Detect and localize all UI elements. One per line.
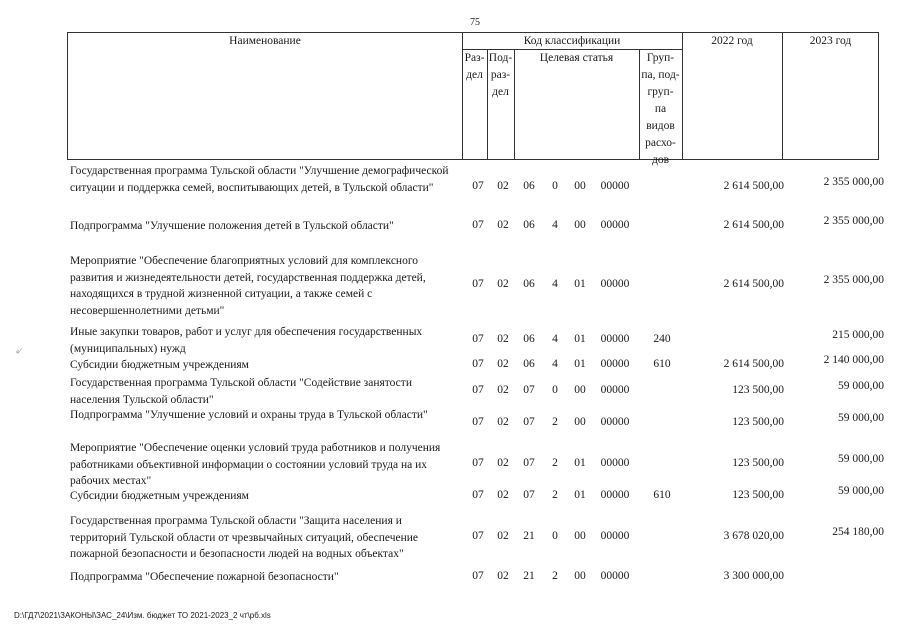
cell-cs2: 4	[552, 333, 558, 345]
scan-mark: ⸗∕	[16, 346, 21, 356]
row-name: Подпрограмма "Обеспечение пожарной безопасности"	[70, 571, 339, 583]
cell-amount-2023: 254 180,00	[832, 526, 884, 538]
cell-amount-2023: 59 000,00	[838, 380, 884, 392]
cell-cs1: 06	[523, 219, 535, 231]
cell-amount-2022: 123 500,00	[732, 416, 784, 428]
cell-razdel: 07	[472, 489, 484, 501]
cell-podrazdel: 02	[497, 278, 509, 290]
cell-amount-2022: 2 614 500,00	[723, 358, 784, 370]
row-name: Мероприятие "Обеспечение оценки условий труда работников и получения работниками объективной информации о состоянии условий труда на их рабочих местах"	[70, 442, 441, 487]
cell-podrazdel: 02	[497, 570, 509, 582]
row-name: Государственная программа Тульской области "Улучшение демографической ситуации и поддержка семей, воспитывающих детей, в Тульской области"	[70, 165, 449, 194]
table-row	[0, 407, 905, 440]
table-row	[0, 163, 905, 213]
header-year-2022: 2022 год	[711, 35, 753, 47]
cell-amount-2023: 59 000,00	[838, 412, 884, 424]
table-row	[0, 215, 905, 235]
header-divider	[782, 33, 783, 159]
cell-cs1: 07	[523, 384, 535, 396]
cell-cs2: 4	[552, 219, 558, 231]
row-name: Подпрограмма "Улучшение условий и охраны труда в Тульской области"	[70, 409, 428, 421]
cell-cs1: 21	[523, 530, 535, 542]
cell-podrazdel: 02	[497, 333, 509, 345]
row-name: Субсидии бюджетным учреждениям	[70, 490, 249, 502]
cell-cs4: 00000	[600, 416, 630, 428]
cell-razdel: 07	[472, 278, 484, 290]
cell-vr: 610	[653, 358, 671, 370]
cell-cs4: 00000	[600, 457, 630, 469]
cell-cs2: 2	[552, 457, 558, 469]
cell-razdel: 07	[472, 219, 484, 231]
cell-razdel: 07	[472, 570, 484, 582]
header-target-article: Целевая статья	[539, 52, 614, 64]
cell-cs3: 01	[574, 457, 586, 469]
cell-cs3: 01	[574, 333, 586, 345]
header-name: Наименование	[229, 35, 301, 47]
header-classification: Код классификации	[523, 35, 621, 47]
row-name: Государственная программа Тульской области "Защита населения и территорий Тульской области от чрезвычайных ситуаций, обеспечение пожарной безопасности и безопасности людей на водных объектах"	[70, 515, 419, 560]
cell-razdel: 07	[472, 530, 484, 542]
cell-razdel: 07	[472, 333, 484, 345]
row-name: Мероприятие "Обеспечение благоприятных условий для комплексного развития и жизнедеятельности детей, государственная поддержка детей, находящихся в трудной жизненной ситуации, а также семей с несовершеннолетними детьми"	[70, 255, 426, 317]
cell-amount-2023: 2 140 000,00	[823, 354, 884, 366]
cell-cs2: 2	[552, 489, 558, 501]
row-name: Подпрограмма "Улучшение положения детей в Тульской области"	[70, 220, 394, 232]
cell-cs1: 06	[523, 358, 535, 370]
cell-cs1: 06	[523, 180, 535, 192]
cell-vr: 240	[653, 333, 671, 345]
cell-amount-2023: 59 000,00	[838, 453, 884, 465]
table-row	[0, 440, 905, 490]
cell-cs1: 07	[523, 416, 535, 428]
row-name: Иные закупки товаров, работ и услуг для обеспечения государственных (муниципальных) нужд	[70, 326, 423, 355]
row-name: Государственная программа Тульской области "Содействие занятости населения Тульской области"	[70, 377, 412, 406]
cell-cs2: 0	[552, 530, 558, 542]
cell-amount-2022: 123 500,00	[732, 457, 784, 469]
cell-cs3: 00	[574, 219, 586, 231]
cell-amount-2022: 3 300 000,00	[723, 570, 784, 582]
cell-cs1: 06	[523, 278, 535, 290]
cell-podrazdel: 02	[497, 416, 509, 428]
cell-podrazdel: 02	[497, 219, 509, 231]
cell-cs4: 00000	[600, 219, 630, 231]
cell-cs2: 2	[552, 416, 558, 428]
cell-razdel: 07	[472, 457, 484, 469]
header-expense-group: Груп- па, под- груп- па видов расхо- дов	[641, 52, 680, 166]
cell-razdel: 07	[472, 358, 484, 370]
cell-cs3: 00	[574, 180, 586, 192]
cell-cs3: 01	[574, 489, 586, 501]
table-row	[0, 375, 905, 408]
cell-cs4: 00000	[600, 570, 630, 582]
cell-cs2: 0	[552, 180, 558, 192]
table-header	[67, 32, 879, 166]
cell-amount-2023: 2 355 000,00	[823, 215, 884, 227]
cell-podrazdel: 02	[497, 530, 509, 542]
cell-podrazdel: 02	[497, 358, 509, 370]
cell-cs4: 00000	[600, 278, 630, 290]
header-section: Раз- дел	[464, 52, 485, 81]
cell-podrazdel: 02	[497, 457, 509, 469]
cell-cs4: 00000	[600, 180, 630, 192]
cell-cs2: 4	[552, 358, 558, 370]
cell-cs4: 00000	[600, 358, 630, 370]
cell-amount-2022: 123 500,00	[732, 384, 784, 396]
cell-razdel: 07	[472, 384, 484, 396]
cell-amount-2023: 2 355 000,00	[823, 274, 884, 286]
cell-cs4: 00000	[600, 333, 630, 345]
cell-amount-2023: 59 000,00	[838, 485, 884, 497]
cell-amount-2023: 215 000,00	[832, 329, 884, 341]
cell-cs4: 00000	[600, 384, 630, 396]
cell-razdel: 07	[472, 416, 484, 428]
footer-file-path: D:\ГД7\2021\ЗАКОНЫ\ЗАС_24\Изм. бюджет ТО 2021-2023_2 чт\рб.xls	[14, 611, 271, 620]
cell-amount-2022: 123 500,00	[732, 489, 784, 501]
header-subsection: Под- раз- дел	[488, 52, 513, 98]
cell-cs2: 4	[552, 278, 558, 290]
table-row	[0, 324, 905, 357]
cell-cs4: 00000	[600, 530, 630, 542]
table-row	[0, 354, 905, 374]
table-row	[0, 569, 905, 586]
cell-cs1: 07	[523, 457, 535, 469]
table-row	[0, 513, 905, 563]
cell-podrazdel: 02	[497, 180, 509, 192]
cell-cs2: 0	[552, 384, 558, 396]
cell-amount-2022: 2 614 500,00	[723, 278, 784, 290]
cell-cs3: 01	[574, 278, 586, 290]
cell-cs3: 00	[574, 570, 586, 582]
cell-cs2: 2	[552, 570, 558, 582]
cell-razdel: 07	[472, 180, 484, 192]
cell-cs3: 00	[574, 384, 586, 396]
row-name: Субсидии бюджетным учреждениям	[70, 359, 249, 371]
cell-podrazdel: 02	[497, 384, 509, 396]
header-divider	[682, 33, 683, 159]
table-row	[0, 253, 905, 319]
cell-cs4: 00000	[600, 489, 630, 501]
cell-cs3: 00	[574, 416, 586, 428]
cell-cs3: 01	[574, 358, 586, 370]
cell-cs1: 21	[523, 570, 535, 582]
cell-amount-2022: 2 614 500,00	[723, 219, 784, 231]
cell-amount-2022: 2 614 500,00	[723, 180, 784, 192]
cell-cs1: 07	[523, 489, 535, 501]
header-year-2023: 2023 год	[809, 35, 852, 47]
table-row	[0, 485, 905, 505]
page-number: 75	[470, 17, 480, 28]
cell-podrazdel: 02	[497, 489, 509, 501]
cell-vr: 610	[653, 489, 671, 501]
cell-cs3: 00	[574, 530, 586, 542]
cell-cs1: 06	[523, 333, 535, 345]
cell-amount-2022: 3 678 020,00	[723, 530, 784, 542]
cell-amount-2023: 2 355 000,00	[823, 176, 884, 188]
